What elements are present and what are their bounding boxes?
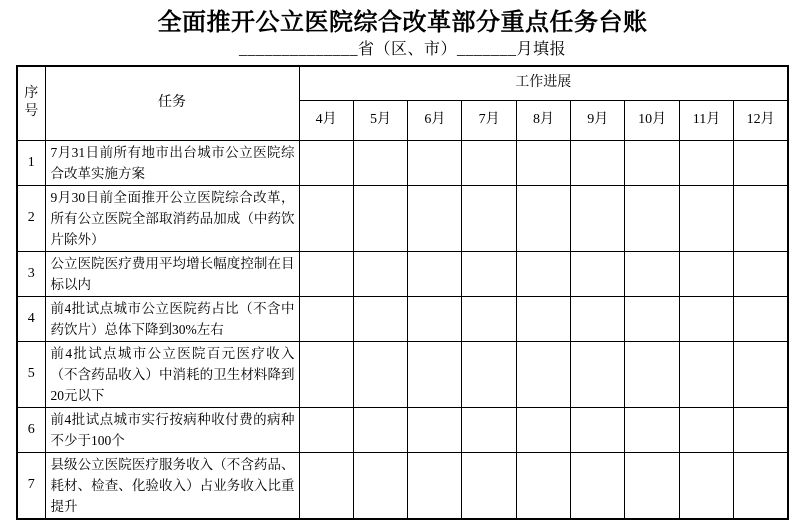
task-seq: 1: [17, 140, 45, 185]
header-row-top: [17, 66, 788, 100]
task-row: [17, 296, 788, 341]
task-seq: 5: [17, 341, 45, 407]
header-month-8: 8月: [516, 100, 570, 140]
header-progress: 工作进展: [299, 66, 788, 100]
progress-cell[interactable]: [408, 296, 462, 341]
task-row: [17, 140, 788, 185]
progress-cell[interactable]: [734, 452, 788, 519]
progress-cell[interactable]: [408, 341, 462, 407]
header-task: 任务: [45, 66, 299, 140]
task-row: [17, 251, 788, 296]
progress-cell[interactable]: [734, 296, 788, 341]
header-month-11: 11月: [679, 100, 733, 140]
progress-cell[interactable]: [462, 341, 516, 407]
progress-cell[interactable]: [734, 185, 788, 251]
progress-cell[interactable]: [353, 140, 407, 185]
task-rows: [17, 140, 788, 519]
task-text: 7月31日前所有地市出台城市公立医院综合改革实施方案: [45, 140, 299, 185]
progress-cell[interactable]: [734, 140, 788, 185]
progress-cell[interactable]: [299, 251, 353, 296]
progress-cell[interactable]: [625, 251, 679, 296]
progress-cell[interactable]: [299, 341, 353, 407]
task-ledger-table: [16, 65, 789, 520]
task-seq: 4: [17, 296, 45, 341]
progress-cell[interactable]: [734, 341, 788, 407]
header-month-10: 10月: [625, 100, 679, 140]
progress-cell[interactable]: [299, 452, 353, 519]
task-text: 9月30日前全面推开公立医院综合改革，所有公立医院全部取消药品加成（中药饮片除外）: [45, 185, 299, 251]
progress-cell[interactable]: [516, 140, 570, 185]
progress-cell[interactable]: [353, 452, 407, 519]
progress-cell[interactable]: [462, 296, 516, 341]
header-month-7: 7月: [462, 100, 516, 140]
progress-cell[interactable]: [408, 251, 462, 296]
progress-cell[interactable]: [571, 452, 625, 519]
header-seq: 序号: [17, 66, 45, 140]
progress-cell[interactable]: [734, 407, 788, 452]
task-seq: 3: [17, 251, 45, 296]
task-text: 前4批试点城市公立医院药占比（不含中药饮片）总体下降到30%左右: [45, 296, 299, 341]
progress-cell[interactable]: [679, 251, 733, 296]
progress-cell[interactable]: [299, 407, 353, 452]
progress-cell[interactable]: [625, 407, 679, 452]
progress-cell[interactable]: [679, 407, 733, 452]
progress-cell[interactable]: [516, 296, 570, 341]
header-month-9: 9月: [571, 100, 625, 140]
task-text: 县级公立医院医疗服务收入（不含药品、耗材、检查、化验收入）占业务收入比重提升: [45, 452, 299, 519]
progress-cell[interactable]: [516, 407, 570, 452]
progress-cell[interactable]: [462, 140, 516, 185]
progress-cell[interactable]: [679, 185, 733, 251]
progress-cell[interactable]: [571, 341, 625, 407]
progress-cell[interactable]: [353, 407, 407, 452]
progress-cell[interactable]: [571, 251, 625, 296]
progress-cell[interactable]: [408, 407, 462, 452]
progress-cell[interactable]: [408, 185, 462, 251]
task-row: [17, 341, 788, 407]
progress-cell[interactable]: [516, 341, 570, 407]
task-text: 前4批试点城市实行按病种收付费的病种不少于100个: [45, 407, 299, 452]
progress-cell[interactable]: [625, 140, 679, 185]
progress-cell[interactable]: [625, 185, 679, 251]
progress-cell[interactable]: [571, 296, 625, 341]
document-subtitle: ______________省（区、市）_______月填报: [238, 41, 566, 58]
progress-cell[interactable]: [353, 185, 407, 251]
progress-cell[interactable]: [571, 140, 625, 185]
task-seq: 2: [17, 185, 45, 251]
progress-cell[interactable]: [408, 140, 462, 185]
progress-cell[interactable]: [516, 452, 570, 519]
header-month-4: 4月: [299, 100, 353, 140]
progress-cell[interactable]: [679, 296, 733, 341]
progress-cell[interactable]: [353, 296, 407, 341]
header-month-5: 5月: [353, 100, 407, 140]
document-title: 全面推开公立医院综合改革部分重点任务台账: [157, 10, 648, 36]
progress-cell[interactable]: [516, 185, 570, 251]
task-seq: 6: [17, 407, 45, 452]
progress-cell[interactable]: [734, 251, 788, 296]
progress-cell[interactable]: [462, 452, 516, 519]
progress-cell[interactable]: [299, 296, 353, 341]
progress-cell[interactable]: [625, 296, 679, 341]
task-row: [17, 407, 788, 452]
progress-cell[interactable]: [299, 185, 353, 251]
task-row: [17, 452, 788, 519]
progress-cell[interactable]: [353, 251, 407, 296]
progress-cell[interactable]: [462, 251, 516, 296]
progress-cell[interactable]: [462, 185, 516, 251]
progress-cell[interactable]: [625, 452, 679, 519]
task-text: 公立医院医疗费用平均增长幅度控制在目标以内: [45, 251, 299, 296]
progress-cell[interactable]: [679, 140, 733, 185]
progress-cell[interactable]: [571, 407, 625, 452]
progress-cell[interactable]: [679, 452, 733, 519]
progress-cell[interactable]: [516, 251, 570, 296]
progress-cell[interactable]: [462, 407, 516, 452]
progress-cell[interactable]: [299, 140, 353, 185]
header-month-12: 12月: [734, 100, 788, 140]
task-text: 前4批试点城市公立医院百元医疗收入（不含药品收入）中消耗的卫生材料降到20元以下: [45, 341, 299, 407]
task-row: [17, 185, 788, 251]
progress-cell[interactable]: [625, 341, 679, 407]
task-seq: 7: [17, 452, 45, 519]
progress-cell[interactable]: [353, 341, 407, 407]
progress-cell[interactable]: [408, 452, 462, 519]
header-month-6: 6月: [408, 100, 462, 140]
progress-cell[interactable]: [679, 341, 733, 407]
progress-cell[interactable]: [571, 185, 625, 251]
